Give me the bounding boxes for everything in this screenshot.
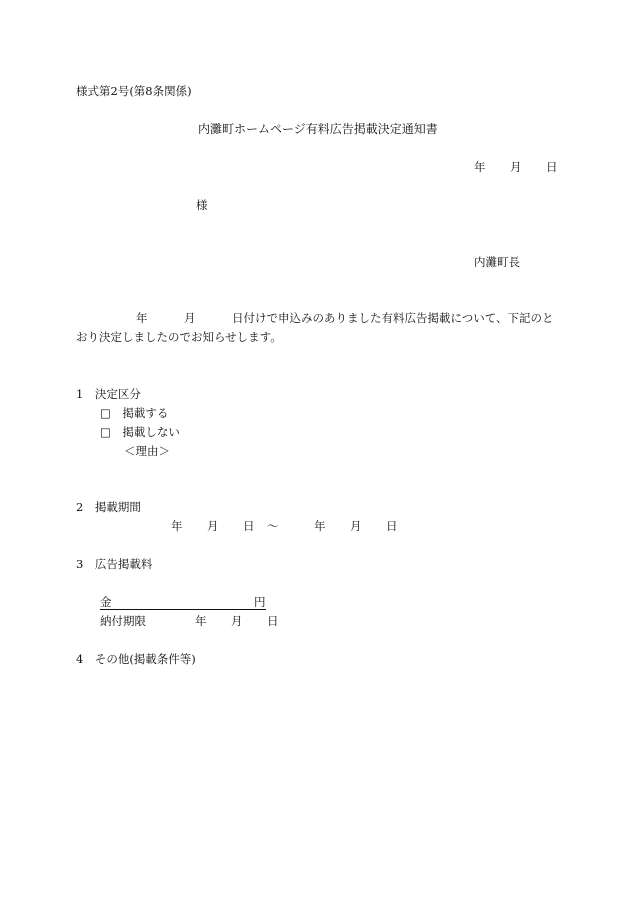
section3-heading: 3 広告掲載料 bbox=[76, 557, 153, 571]
deadline-label: 納付期限 bbox=[100, 614, 146, 628]
deadline-day: 日 bbox=[267, 614, 279, 628]
header-date-year: 年 bbox=[474, 160, 486, 174]
body-year: 年 bbox=[136, 311, 148, 325]
deadline-year: 年 bbox=[195, 614, 207, 628]
section1-heading: 1 決定区分 bbox=[76, 387, 141, 401]
form-number: 様式第2号(第8条関係) bbox=[76, 84, 192, 98]
period-end-month: 月 bbox=[350, 519, 362, 533]
reason-label: ＜理由＞ bbox=[124, 444, 170, 458]
period-start-month: 月 bbox=[207, 519, 219, 533]
period-start-year: 年 bbox=[171, 519, 183, 533]
deadline-month: 月 bbox=[231, 614, 243, 628]
header-date-month: 月 bbox=[510, 160, 522, 174]
option-not-publish: □ 掲載しない bbox=[100, 425, 180, 439]
body-month: 月 bbox=[184, 311, 196, 325]
document-title: 内灘町ホームページ有料広告掲載決定通知書 bbox=[198, 122, 438, 136]
section2-heading: 2 掲載期間 bbox=[76, 500, 141, 514]
period-end-day: 日 bbox=[386, 519, 398, 533]
period-tilde: 〜 bbox=[267, 519, 279, 533]
addressee-suffix: 様 bbox=[196, 198, 208, 212]
amount-suffix: 円 bbox=[254, 595, 266, 609]
header-date-day: 日 bbox=[546, 160, 558, 174]
section4-heading: 4 その他(掲載条件等) bbox=[76, 652, 196, 666]
period-start-day: 日 bbox=[243, 519, 255, 533]
period-end-year: 年 bbox=[314, 519, 326, 533]
amount-underline bbox=[100, 609, 266, 610]
amount-prefix: 金 bbox=[100, 595, 112, 609]
option-publish: □ 掲載する bbox=[100, 406, 169, 420]
body-text-line1: 日付けで申込みのありました有料広告掲載について、下記のと bbox=[232, 311, 554, 325]
body-text-line2: おり決定しましたのでお知らせします。 bbox=[76, 330, 282, 344]
issuer-name: 内灘町長 bbox=[474, 255, 520, 269]
